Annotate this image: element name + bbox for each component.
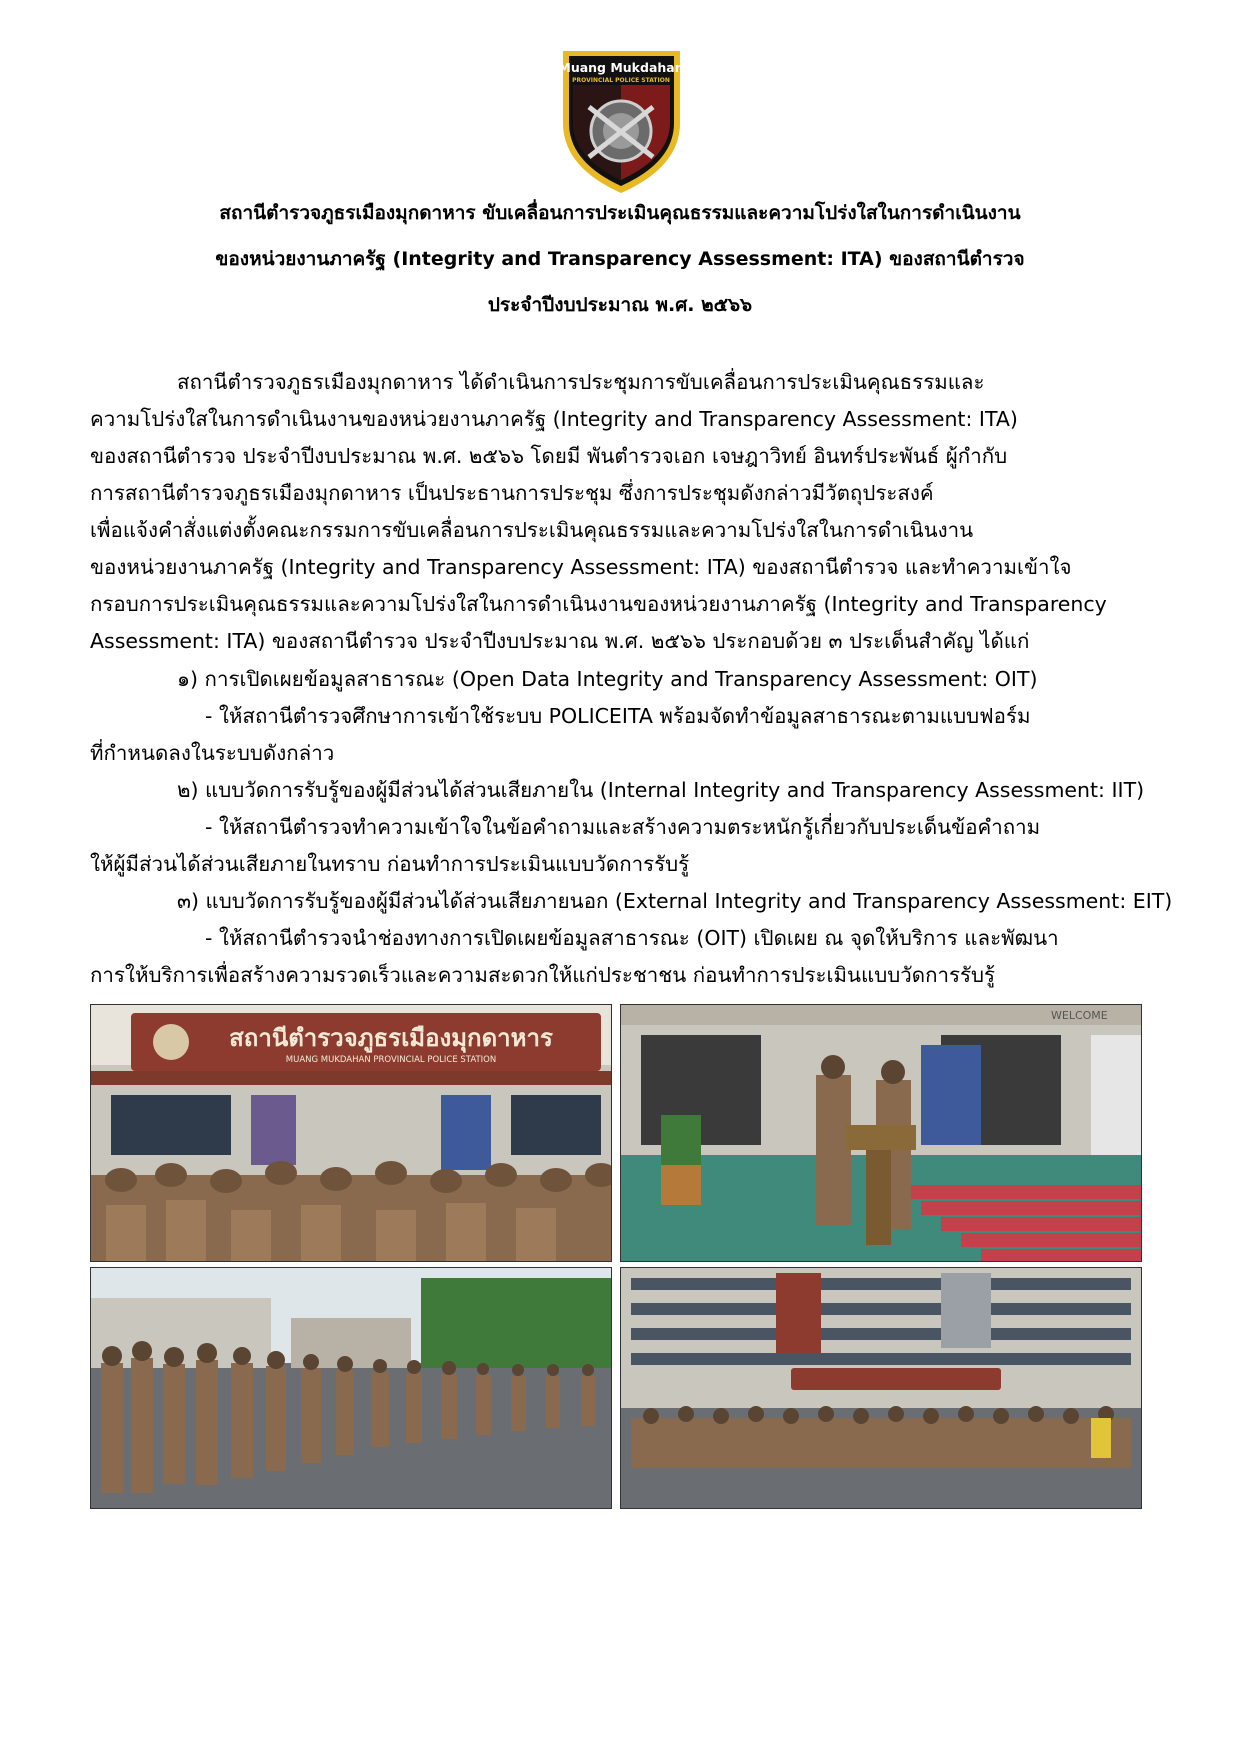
body-line-8: Assessment: ITA) ของสถานีตำรวจ ประจำปีงบประมาณ พ.ศ. ๒๕๖๖ ประกอบด้วย ๓ ประเด็นสำคัญ ได้แก่ bbox=[90, 629, 1030, 653]
photo-sign-subtext: MUANG MUKDAHAN PROVINCIAL POLICE STATION bbox=[285, 1055, 497, 1065]
body-line-2: ความโปร่งใสในการดำเนินงานของหน่วยงานภาครัฐ (Integrity and Transparency Assessment: ITA) bbox=[90, 407, 1018, 431]
body-line-3: ของสถานีตำรวจ ประจำปีงบประมาณ พ.ศ. ๒๕๖๖ โดยมี พันตำรวจเอก เจษฎาวิทย์ อินทร์ประพันธ์ ผู้กำกับ bbox=[90, 444, 1008, 468]
body-line-5: เพื่อแจ้งคำสั่งแต่งตั้งคณะกรรมการขับเคลื่อนการประเมินคุณธรรมและความโปร่งใสในการดำเนินงาน bbox=[90, 518, 974, 542]
item-1-detail: - ให้สถานีตำรวจศึกษาการเข้าใช้ระบบ POLICEITA พร้อมจัดทำข้อมูลสาธารณะตามแบบฟอร์ม bbox=[205, 704, 1031, 728]
body-line-1: สถานีตำรวจภูธรเมืองมุกดาหาร ได้ดำเนินการประชุมการขับเคลื่อนการประเมินคุณธรรมและ bbox=[177, 370, 985, 394]
photo-officers-outdoor bbox=[90, 1267, 612, 1509]
photo-welcome-text: WELCOME bbox=[1051, 1009, 1108, 1022]
photo-sign-text: สถานีตำรวจภูธรเมืองมุกดาหาร bbox=[229, 1024, 553, 1052]
item-2-detail: - ให้สถานีตำรวจทำความเข้าใจในข้อคำถามและสร้างความตระหนักรู้เกี่ยวกับประเด็นข้อคำถาม bbox=[205, 815, 1041, 839]
item-1-detail-cont: ที่กำหนดลงในระบบดังกล่าว bbox=[90, 741, 335, 765]
photo-station-sign-assembly bbox=[90, 1004, 612, 1262]
item-1-heading: ๑) การเปิดเผยข้อมูลสาธารณะ (Open Data Integrity and Transparency Assessment: OIT) bbox=[177, 667, 1038, 691]
police-station-logo bbox=[555, 45, 688, 197]
photo-building-assembly bbox=[620, 1267, 1142, 1509]
logo-top-text: Muang Mukdahan bbox=[558, 60, 684, 75]
item-3-heading: ๓) แบบวัดการรับรู้ของผู้มีส่วนได้ส่วนเสียภายนอก (External Integrity and Transparency Assessment: EIT) bbox=[177, 889, 1173, 913]
item-2-detail-cont: ให้ผู้มีส่วนได้ส่วนเสียภายในทราบ ก่อนทำการประเมินแบบวัดการรับรู้ bbox=[90, 852, 690, 876]
photo-podium-speakers bbox=[620, 1004, 1142, 1262]
logo-bottom-text: PROVINCIAL POLICE STATION bbox=[572, 77, 670, 84]
heading-line-1: สถานีตำรวจภูธรเมืองมุกดาหาร ขับเคลื่อนการประเมินคุณธรรมและความโปร่งใสในการดำเนินงาน bbox=[219, 202, 1021, 224]
item-2-heading: ๒) แบบวัดการรับรู้ของผู้มีส่วนได้ส่วนเสียภายใน (Internal Integrity and Transparency Assessment: IIT) bbox=[177, 778, 1145, 802]
heading-line-3: ประจำปีงบประมาณ พ.ศ. ๒๕๖๖ bbox=[487, 294, 753, 316]
heading-line-2: ของหน่วยงานภาครัฐ (Integrity and Transparency Assessment: ITA) ของสถานีตำรวจ bbox=[215, 248, 1025, 270]
body-line-7: กรอบการประเมินคุณธรรมและความโปร่งใสในการดำเนินงานของหน่วยงานภาครัฐ (Integrity and Transparency bbox=[90, 592, 1107, 616]
body-line-6: ของหน่วยงานภาครัฐ (Integrity and Transparency Assessment: ITA) ของสถานีตำรวจ และทำความเข้าใจ bbox=[90, 555, 1072, 579]
item-3-detail-cont: การให้บริการเพื่อสร้างความรวดเร็วและความสะดวกให้แก่ประชาชน ก่อนทำการประเมินแบบวัดการรับรู้ bbox=[90, 963, 996, 987]
body-line-4: การสถานีตำรวจภูธรเมืองมุกดาหาร เป็นประธานการประชุม ซึ่งการประชุมดังกล่าวมีวัตถุประสงค์ bbox=[90, 481, 934, 505]
item-3-detail: - ให้สถานีตำรวจนำช่องทางการเปิดเผยข้อมูลสาธารณะ (OIT) เปิดเผย ณ จุดให้บริการ และพัฒนา bbox=[205, 926, 1059, 950]
